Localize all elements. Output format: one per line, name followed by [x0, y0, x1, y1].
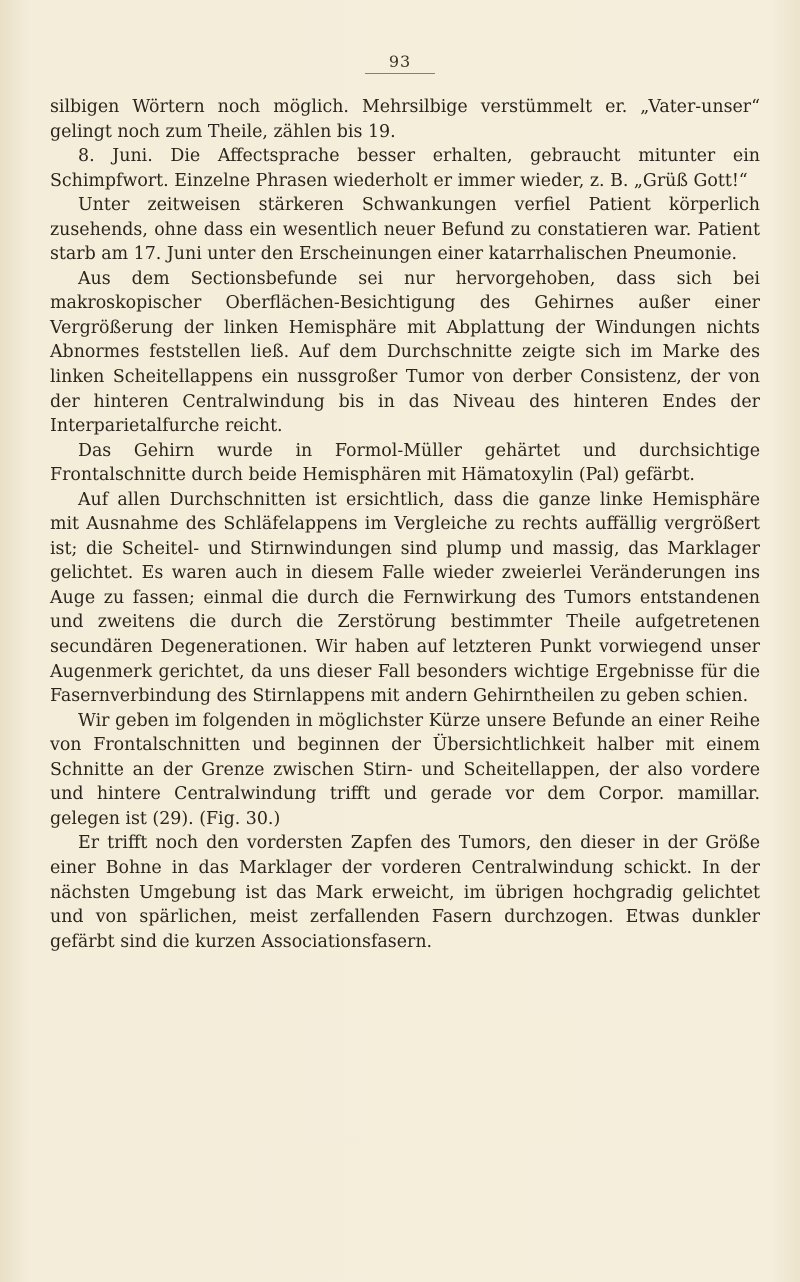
- paragraph-5: Das Gehirn wurde in Formol-Müller gehärtet und durchsichtige Frontalschnitte durch beide Hemisphären mit Hämatoxylin (Pal) gefärbt.: [50, 440, 760, 486]
- paragraph-1: silbigen Wörtern noch möglich. Mehrsilbige verstümmelt er. „Vater-unser“ gelingt noch zum Theile, zählen bis 19.: [50, 97, 760, 142]
- paragraph-6: Auf allen Durchschnitten ist ersichtlich, dass die ganze linke Hemisphäre mit Ausnahme des Schläfelappens im Vergleiche zu rechts auffällig vergrößert ist; die Scheitel- und Stirnwindungen sind plump und massig, das Marklager gelichtet. Es waren auch in diesem Falle wieder zweierlei Veränderungen ins Auge zu fassen; einmal die durch die Fernwirkung des Tumors entstandenen und zweitens die durch die Zerstörung bestimmter Theile aufgetretenen secundären Degenerationen. Wir haben auf letzteren Punkt vorwiegend unser Augenmerk gerichtet, da uns dieser Fall besonders wichtige Ergebnisse für die Fasernverbindung des Stirnlappens mit andern Gehirntheilen zu geben schien.: [50, 489, 760, 707]
- body-text: [50, 95, 760, 954]
- paragraph-4: Aus dem Sectionsbefunde sei nur hervorgehoben, dass sich bei makroskopischer Oberflächen-Besichtigung des Gehirnes außer einer Vergrößerung der linken Hemisphäre mit Abplattung der Windungen nichts Abnormes feststellen ließ. Auf dem Durchschnitte zeigte sich im Marke des linken Scheitellappens ein nussgroßer Tumor von derber Consistenz, der von der hinteren Centralwindung bis in das Niveau des hinteren Endes der Interparietalfurche reicht.: [50, 268, 760, 437]
- page-number: 93: [0, 52, 800, 74]
- paragraph-8: Er trifft noch den vordersten Zapfen des Tumors, den dieser in der Größe einer Bohne in das Marklager der vorderen Centralwindung schickt. In der nächsten Umgebung ist das Mark erweicht, im übrigen hochgradig gelichtet und von spärlichen, meist zerfallenden Fasern durchzogen. Etwas dunkler gefärbt sind die kurzen Associationsfasern.: [50, 833, 760, 952]
- paragraph-7: Wir geben im folgenden in möglichster Kürze unsere Befunde an einer Reihe von Frontalschnitten und beginnen der Übersichtlichkeit halber mit einem Schnitte an der Grenze zwischen Stirn- und Scheitellappen, der also vordere und hintere Centralwindung trifft und gerade vor dem Corpor. mamillar. gelegen ist (29). (Fig. 30.): [50, 710, 760, 829]
- paragraph-3: Unter zeitweisen stärkeren Schwankungen verfiel Patient körperlich zusehends, ohne dass ein wesentlich neuer Befund zu constatieren war. Patient starb am 17. Juni unter den Erscheinungen einer katarrhalischen Pneumonie.: [50, 195, 760, 265]
- paragraph-2: 8. Juni. Die Affectsprache besser erhalten, gebraucht mitunter ein Schimpfwort. Einzelne Phrasen wiederholt er immer wieder, z. B. „Grüß Gott!“: [50, 146, 760, 191]
